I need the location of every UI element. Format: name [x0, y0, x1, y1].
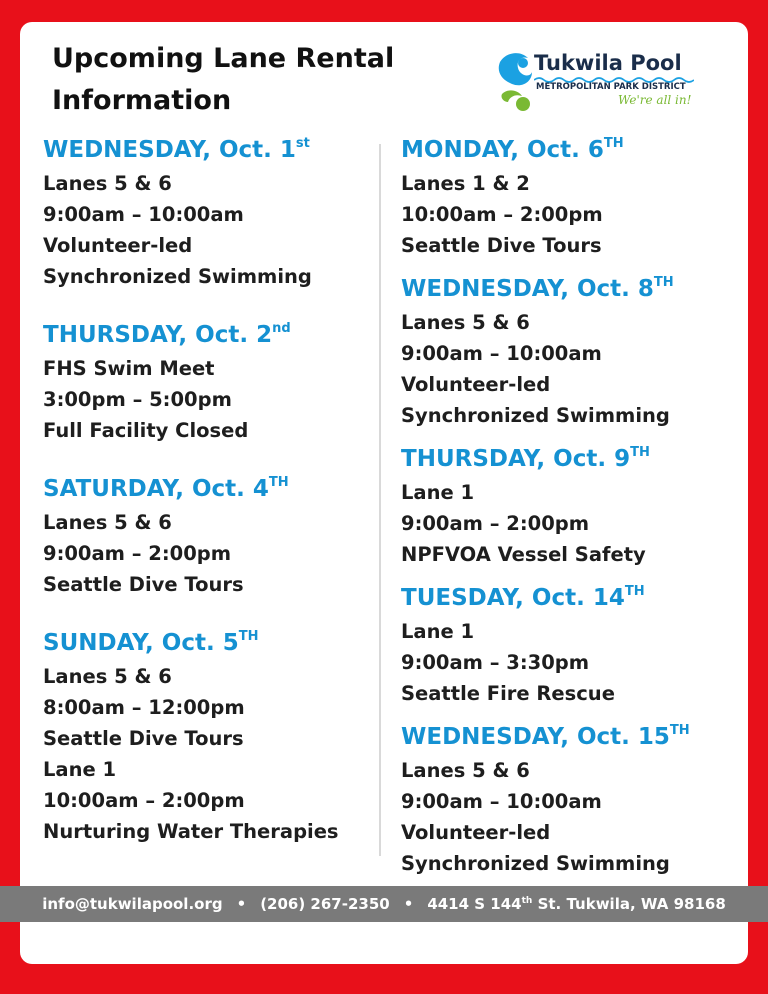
schedule-day-heading: [43, 471, 373, 507]
day-label: WEDNESDAY, Oct. 15: [401, 724, 670, 750]
title-line-1: Upcoming Lane Rental: [52, 43, 395, 74]
contact-footer: [0, 886, 768, 922]
day-label: TUESDAY, Oct. 14: [401, 585, 625, 611]
street-address: [427, 895, 725, 913]
schedule-detail: 3:00pm – 5:00pm: [43, 388, 232, 411]
schedule-entry: [401, 580, 741, 709]
schedule-detail: Lane 1: [401, 620, 475, 643]
day-ordinal-suffix: TH: [669, 723, 690, 738]
flyer-card: [20, 22, 748, 964]
schedule-left-column: [43, 132, 373, 872]
address-suffix: th: [521, 896, 533, 906]
day-label: THURSDAY, Oct. 9: [401, 446, 631, 472]
schedule-detail: 8:00am – 12:00pm: [43, 696, 245, 719]
schedule-right-column: [401, 132, 741, 889]
address-number: 4414 S 144: [427, 895, 522, 913]
day-ordinal-suffix: TH: [238, 629, 259, 644]
schedule-day-heading: [401, 132, 741, 168]
schedule-detail: 9:00am – 10:00am: [401, 790, 602, 813]
schedule-detail: Volunteer-led: [401, 373, 551, 396]
logo-name: Tukwila Pool: [534, 51, 682, 75]
schedule-detail: NPFVOA Vessel Safety: [401, 543, 646, 566]
schedule-detail: FHS Swim Meet: [43, 357, 215, 380]
schedule-detail: Lane 1: [43, 758, 117, 781]
schedule-detail: Lanes 5 & 6: [43, 511, 172, 534]
schedule-day-heading: [43, 625, 373, 661]
schedule-detail: Synchronized Swimming: [401, 404, 670, 427]
logo-tagline: We're all in!: [618, 93, 692, 107]
schedule-day-heading: [401, 719, 741, 755]
schedule-entry: [401, 271, 741, 431]
schedule-entry: [43, 625, 373, 847]
schedule-day-heading: [401, 441, 741, 477]
column-divider: [379, 144, 381, 856]
schedule-day-heading: [43, 132, 373, 168]
schedule-entry: [401, 719, 741, 879]
schedule-day-heading: [401, 580, 741, 616]
day-ordinal-suffix: TH: [603, 136, 624, 151]
schedule-detail: 9:00am – 10:00am: [401, 342, 602, 365]
schedule-detail: Volunteer-led: [43, 234, 193, 257]
schedule-entry: [401, 132, 741, 261]
separator-dot: •: [236, 895, 247, 913]
day-label: SATURDAY, Oct. 4: [43, 476, 269, 502]
schedule-day-heading: [401, 271, 741, 307]
schedule-detail: Seattle Fire Rescue: [401, 682, 615, 705]
schedule-entry: [43, 317, 373, 446]
schedule-detail: Seattle Dive Tours: [401, 234, 602, 257]
schedule-detail: Synchronized Swimming: [43, 265, 312, 288]
separator-dot: •: [403, 895, 414, 913]
day-ordinal-suffix: st: [295, 136, 310, 151]
schedule-entry: [43, 471, 373, 600]
schedule-day-heading: [43, 317, 373, 353]
day-label: WEDNESDAY, Oct. 8: [401, 276, 654, 302]
schedule-detail: 10:00am – 2:00pm: [401, 203, 603, 226]
day-ordinal-suffix: TH: [268, 475, 289, 490]
schedule-entry: [43, 132, 373, 292]
schedule-detail: Lanes 5 & 6: [401, 759, 530, 782]
title-line-2: Information: [52, 85, 232, 116]
schedule-detail: Seattle Dive Tours: [43, 573, 244, 596]
logo-subtitle: METROPOLITAN PARK DISTRICT: [536, 82, 686, 92]
page-title: [52, 38, 394, 122]
day-ordinal-suffix: TH: [624, 584, 645, 599]
schedule-detail: Volunteer-led: [401, 821, 551, 844]
day-ordinal-suffix: TH: [630, 445, 650, 460]
day-label: THURSDAY, Oct. 2: [43, 322, 273, 348]
schedule-detail: Lanes 5 & 6: [401, 311, 530, 334]
schedule-detail: Nurturing Water Therapies: [43, 820, 339, 843]
tukwila-pool-logo: [496, 50, 696, 114]
schedule-detail: 9:00am – 2:00pm: [43, 542, 232, 565]
schedule-detail: 9:00am – 10:00am: [43, 203, 244, 226]
email-link[interactable]: info@tukwilapool.org: [42, 895, 223, 913]
day-label: WEDNESDAY, Oct. 1: [43, 137, 296, 163]
day-label: SUNDAY, Oct. 5: [43, 630, 239, 656]
schedule-detail: 9:00am – 3:30pm: [401, 651, 590, 674]
day-ordinal-suffix: TH: [653, 275, 674, 290]
phone-number[interactable]: (206) 267-2350: [260, 895, 390, 913]
schedule-entry: [401, 441, 741, 570]
address-city: St. Tukwila, WA 98168: [532, 895, 726, 913]
schedule-detail: Lane 1: [401, 481, 475, 504]
schedule-detail: Seattle Dive Tours: [43, 727, 244, 750]
day-label: MONDAY, Oct. 6: [401, 137, 604, 163]
schedule-detail: 9:00am – 2:00pm: [401, 512, 590, 535]
day-ordinal-suffix: nd: [272, 321, 291, 336]
schedule-detail: Synchronized Swimming: [401, 852, 670, 875]
schedule-detail: Lanes 1 & 2: [401, 172, 530, 195]
schedule-detail: Lanes 5 & 6: [43, 172, 172, 195]
schedule-detail: Lanes 5 & 6: [43, 665, 172, 688]
schedule-detail: Full Facility Closed: [43, 419, 249, 442]
schedule-detail: 10:00am – 2:00pm: [43, 789, 245, 812]
